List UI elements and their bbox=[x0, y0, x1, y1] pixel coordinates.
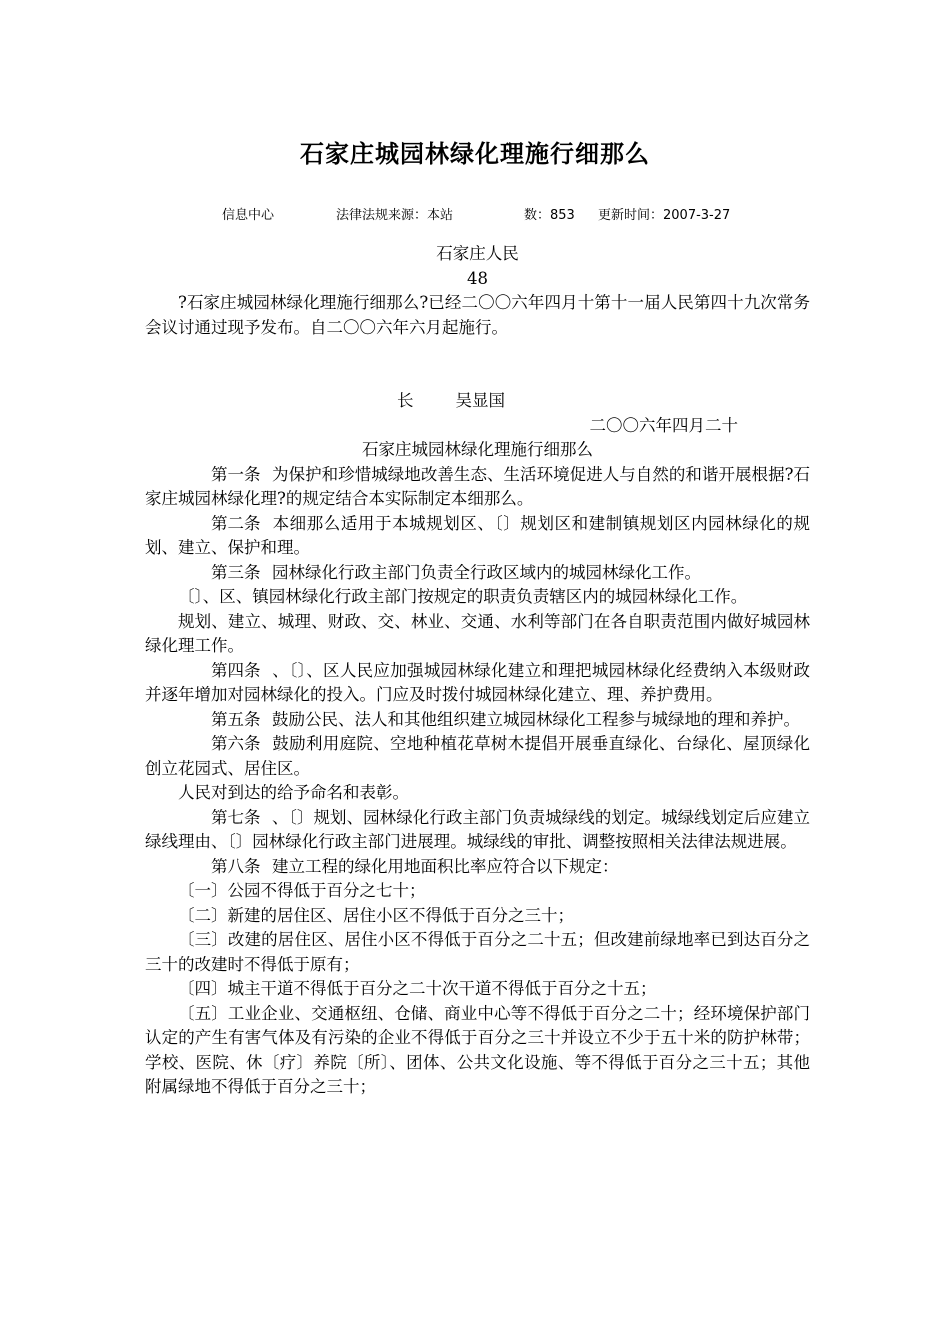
articles-list bbox=[145, 463, 810, 1100]
signature-role: 长 bbox=[397, 391, 414, 410]
view-count: 数：853 bbox=[524, 208, 575, 223]
article-text: 〔三〕改建的居住区、居住小区不得低于百分之二十五；但改建前绿地率已到达百分之三十的改建时不得低于原有； bbox=[145, 930, 810, 974]
article-label: 第六条 bbox=[211, 734, 261, 753]
article-label: 第二条 bbox=[211, 513, 261, 533]
document-number: 48 bbox=[467, 268, 488, 288]
article-label: 第七条 bbox=[211, 807, 261, 827]
article-text: 〔〕、区、镇园林绿化行政主部门按规定的职责负责辖区内的城园林绿化工作。 bbox=[178, 587, 748, 606]
article-text: 本细那么适用于本城规划区、〔〕规划区和建制镇规划区内园林绿化的规划、建立、保护和理。 bbox=[145, 513, 810, 557]
article-paragraph bbox=[145, 561, 810, 586]
article-paragraph bbox=[145, 855, 810, 880]
article-text: 园林绿化行政主部门负责全行政区域内的城园林绿化工作。 bbox=[272, 562, 701, 582]
article-paragraph bbox=[145, 512, 810, 561]
article-text: 〔二〕新建的居住区、居住小区不得低于百分之三十； bbox=[178, 905, 574, 925]
article-paragraph bbox=[145, 659, 810, 708]
list-item bbox=[145, 977, 810, 1002]
article-text: 人民对到达的给予命名和表彰。 bbox=[178, 783, 409, 802]
article-text: 〔一〕公园不得低于百分之七十； bbox=[178, 881, 426, 900]
source-label: 法律法规来源：本站 bbox=[336, 208, 454, 223]
article-label: 第八条 bbox=[211, 856, 261, 876]
article-paragraph bbox=[145, 732, 810, 781]
article-text: 规划、建立、城理、财政、交、林业、交通、水利等部门在各自职责范围内做好城园林绿化理工作。 bbox=[145, 611, 810, 655]
list-item bbox=[145, 904, 810, 929]
article-text: 建立工程的绿化用地面积比率应符合以下规定： bbox=[272, 856, 619, 876]
article-text: 鼓励公民、法人和其他组织建立城园林绿化工程参与城绿地的理和养护。 bbox=[272, 709, 800, 729]
article-label: 第五条 bbox=[211, 709, 261, 729]
article-text: 〔五〕工业企业、交通枢纽、仓储、商业中心等不得低于百分之二十；经环境保护部门认定的产生有害气体及有污染的企业不得低于百分之三十并设立不少于五十米的防护林带；学校、医院、休〔疗〕养院〔所〕、团体、公共文化设施、等不得低于百分之三十五；其他附属绿地不得低于百分之三十； bbox=[145, 1003, 810, 1096]
list-item bbox=[145, 879, 810, 904]
document-subtitle: 石家庄城园林绿化理施行细那么 bbox=[362, 440, 593, 459]
article-paragraph bbox=[145, 708, 810, 733]
signature-date: 二〇〇六年四月二十 bbox=[589, 415, 738, 435]
article-paragraph bbox=[145, 585, 810, 610]
article-label: 第三条 bbox=[211, 562, 261, 582]
article-text: 鼓励利用庭院、空地种植花草树木提倡开展垂直绿化、台绿化、屋顶绿化创立花园式、居住区。 bbox=[145, 734, 810, 778]
article-label: 第四条 bbox=[211, 660, 261, 680]
article-text: 为保护和珍惜城绿地改善生态、生活环境促进人与自然的和谐开展根据?石家庄城园林绿化理?的规定结合本实际制定本细那么。 bbox=[145, 464, 810, 508]
signature-line bbox=[145, 389, 810, 414]
article-paragraph bbox=[145, 610, 810, 659]
article-paragraph bbox=[145, 463, 810, 512]
article-text: 、〔〕规划、园林绿化行政主部门负责城绿线的划定。城绿线划定后应建立绿线理由、〔〕园林绿化行政主部门进展理。城绿线的审批、调整按照相关法律法规进展。 bbox=[145, 807, 810, 851]
spacer bbox=[145, 340, 810, 389]
signature-name: 吴显国 bbox=[455, 391, 505, 410]
article-paragraph bbox=[145, 781, 810, 806]
update-time: 更新时间：2007-3-27 bbox=[598, 208, 731, 223]
intro-paragraph: ?石家庄城园林绿化理施行细那么?已经二〇〇六年四月十第十一届人民第四十九次常务会议讨通过现予发布。自二〇〇六年六月起施行。 bbox=[145, 293, 810, 337]
document-body bbox=[145, 242, 810, 1100]
article-text: 〔四〕城主干道不得低于百分之二十次干道不得低于百分之十五； bbox=[178, 979, 657, 998]
list-item bbox=[145, 1002, 810, 1100]
list-item bbox=[145, 928, 810, 977]
article-label: 第一条 bbox=[211, 464, 261, 484]
article-text: 、〔〕、区人民应加强城园林绿化建立和理把城园林绿化经费纳入本级财政并逐年增加对园林绿化的投入。门应及时拨付城园林绿化建立、理、养护费用。 bbox=[145, 660, 810, 704]
article-paragraph bbox=[145, 806, 810, 855]
info-center-label: 信息中心 bbox=[222, 208, 275, 223]
issuer-line: 石家庄人民 bbox=[436, 244, 519, 263]
page-title: 石家庄城园林绿化理施行细那么 bbox=[300, 140, 650, 168]
